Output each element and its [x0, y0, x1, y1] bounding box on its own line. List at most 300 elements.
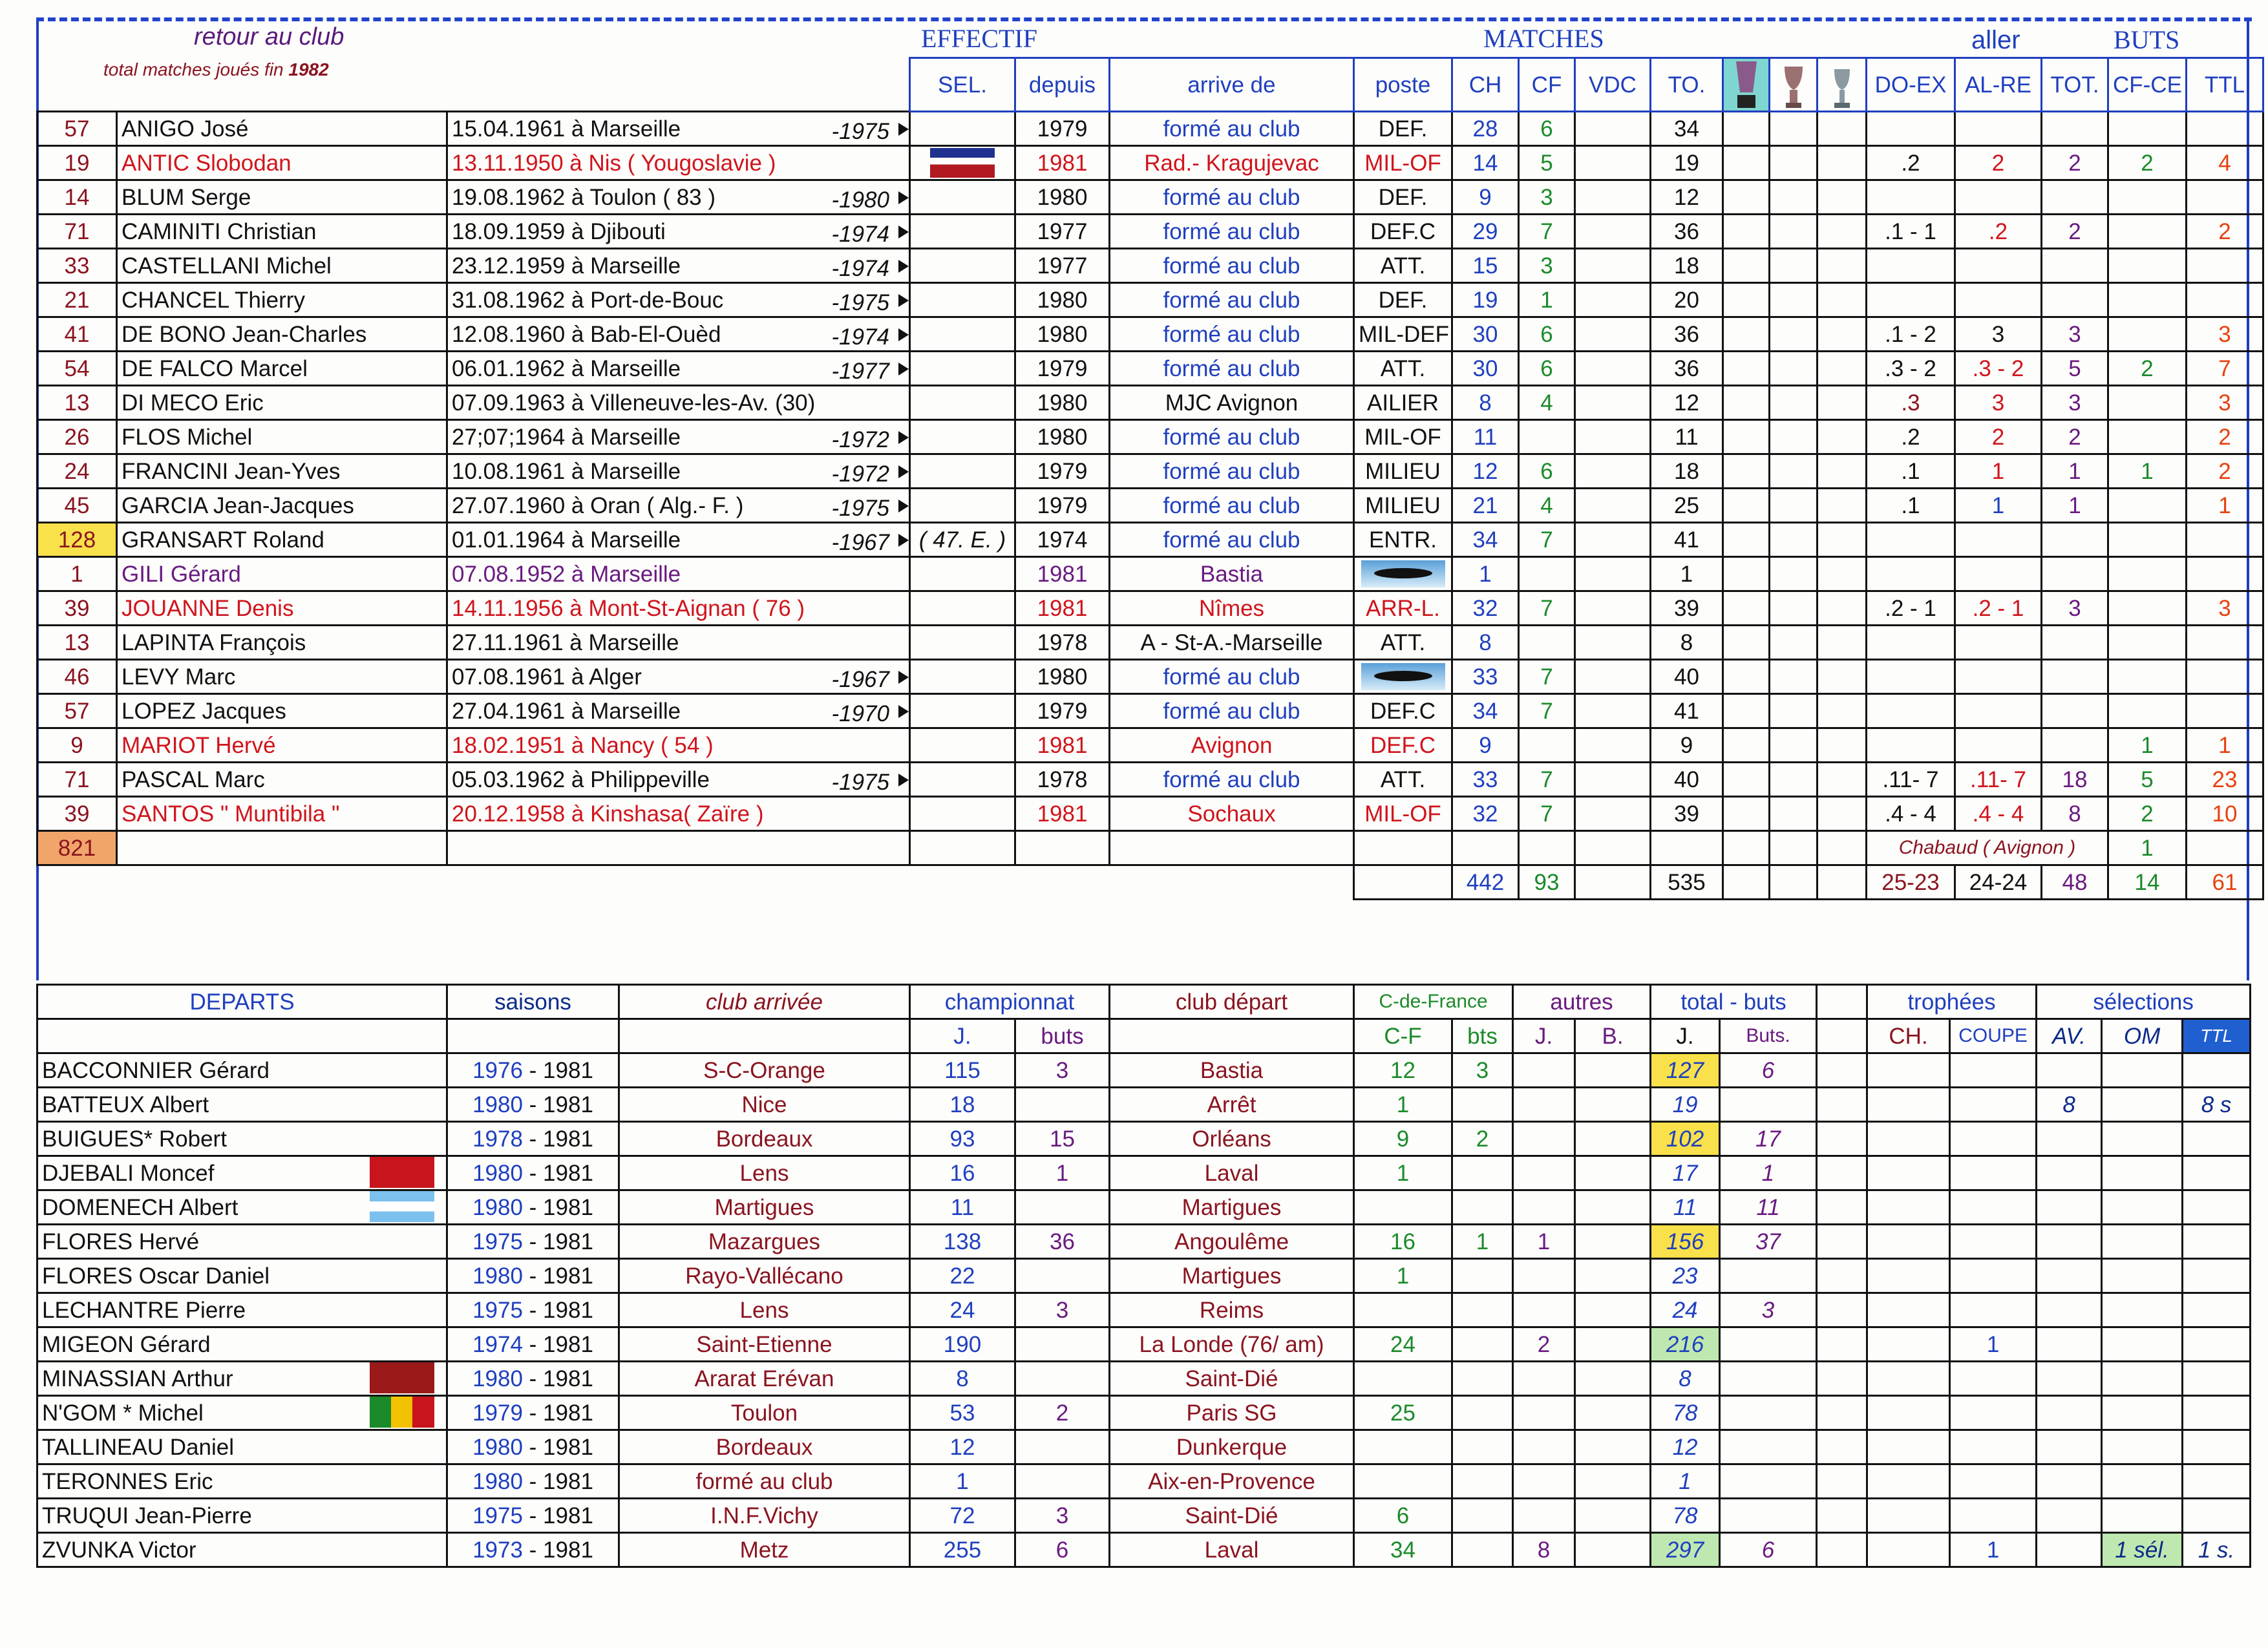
- total-ch: 442: [1452, 865, 1519, 900]
- season-end: 1981: [543, 1126, 593, 1152]
- depart-name-text: TALLINEAU Daniel: [42, 1434, 234, 1460]
- al-re: .3 - 2: [1955, 352, 2042, 386]
- match-count: 71: [37, 215, 117, 249]
- ttl: [2187, 626, 2263, 660]
- empty-cell: [1015, 831, 1110, 865]
- cf: 7: [1519, 591, 1575, 626]
- sub-cf: C-F: [1354, 1019, 1452, 1053]
- al-re: [1955, 728, 2042, 763]
- ch: 8: [1452, 626, 1519, 660]
- ttl: 1: [2187, 728, 2263, 763]
- player-row: [37, 420, 2263, 454]
- poste: [1354, 660, 1452, 694]
- sel-cell: [910, 283, 1015, 317]
- depart-name-text: TERONNES Eric: [42, 1468, 213, 1494]
- season-sep: -: [522, 1331, 544, 1357]
- depart-name-text: MINASSIAN Arthur: [42, 1366, 233, 1391]
- trophy-ch: [1867, 1190, 1950, 1225]
- birth-info: 23.12.1959 à Marseille: [452, 253, 681, 279]
- autres-b: [1575, 1122, 1651, 1156]
- club-depart: Laval: [1110, 1533, 1354, 1567]
- trophy-3: [1818, 249, 1867, 283]
- club-arrivee: Metz: [619, 1533, 910, 1567]
- depart-name: [37, 1293, 447, 1327]
- cdf-bts: [1452, 1464, 1513, 1499]
- player-row: [37, 763, 2263, 797]
- depart-name: [37, 1327, 447, 1362]
- player-name: CAMINITI Christian: [117, 215, 447, 249]
- depart-name: [37, 1533, 447, 1567]
- poste: MILIEU: [1354, 454, 1452, 489]
- total-j: 78: [1651, 1396, 1720, 1430]
- depuis: 1981: [1015, 797, 1110, 831]
- ttl: 23: [2187, 763, 2263, 797]
- autres-j: [1513, 1259, 1575, 1293]
- season-end: 1981: [543, 1160, 593, 1186]
- col-sel: SEL.: [910, 58, 1015, 112]
- saisons: [447, 1190, 619, 1225]
- champ-j: 255: [910, 1533, 1015, 1567]
- club-arrivee: Toulon: [619, 1396, 910, 1430]
- depuis: 1979: [1015, 694, 1110, 728]
- sel-ttl: [2183, 1156, 2251, 1190]
- season-end: 1981: [543, 1263, 593, 1289]
- cf-ce: [2108, 420, 2187, 454]
- birth-info: 07.08.1961 à Alger: [452, 664, 642, 690]
- cf: 7: [1519, 797, 1575, 831]
- club-depart: La Londe (76/ am): [1110, 1327, 1354, 1362]
- ttl: [2187, 112, 2263, 146]
- player-name: DE BONO Jean-Charles: [117, 317, 447, 352]
- total-alre: 24-24: [1955, 865, 2042, 900]
- tot: [2042, 249, 2108, 283]
- club-arrivee: Saint-Etienne: [619, 1327, 910, 1362]
- total-t2: [1770, 865, 1818, 900]
- sel-ttl: [2183, 1362, 2251, 1396]
- arrive-de: MJC Avignon: [1110, 386, 1354, 420]
- player-row: [37, 728, 2263, 763]
- match-count: 33: [37, 249, 117, 283]
- player-name: LOPEZ Jacques: [117, 694, 447, 728]
- ttl: [2187, 249, 2263, 283]
- birth-info: 15.04.1961 à Marseille: [452, 116, 681, 142]
- season-end: 1981: [543, 1400, 593, 1426]
- poste: MIL-OF: [1354, 420, 1452, 454]
- poste: DEF.: [1354, 112, 1452, 146]
- total-vdc: [1575, 865, 1651, 900]
- cdf-bts: [1452, 1327, 1513, 1362]
- tot: 3: [2042, 386, 2108, 420]
- spacer-cell: [1817, 1225, 1867, 1259]
- trophy-ch: [1867, 1088, 1950, 1122]
- col-total-buts: total - buts: [1651, 985, 1817, 1019]
- vdc: [1575, 386, 1651, 420]
- depart-name: [37, 1225, 447, 1259]
- ttl: [2187, 523, 2263, 557]
- tot: 8: [2042, 797, 2108, 831]
- trophy-3: [1818, 797, 1867, 831]
- sub-ab: B.: [1575, 1019, 1651, 1053]
- sel-cell: [910, 591, 1015, 626]
- cdf-cf: 16: [1354, 1225, 1452, 1259]
- season-start: 1976: [472, 1057, 523, 1083]
- birth-cell: [447, 523, 910, 557]
- effectif-title: EFFECTIF: [921, 24, 1038, 53]
- season-start: 1980: [472, 1263, 523, 1289]
- autres-j: [1513, 1088, 1575, 1122]
- total-buts: 11: [1720, 1190, 1817, 1225]
- ttl: 2: [2187, 215, 2263, 249]
- col-selections: sélections: [2037, 985, 2251, 1019]
- to: 12: [1651, 180, 1723, 215]
- birth-info: 07.09.1963 à Villeneuve-les-Av. (30): [452, 390, 816, 416]
- sel-ttl: [2183, 1327, 2251, 1362]
- trophy-3: [1818, 694, 1867, 728]
- birth-cell: [447, 489, 910, 523]
- arrow-right-icon: [898, 363, 909, 375]
- cf-ce: [2108, 523, 2187, 557]
- goalkeeper-dive-icon: [1361, 663, 1445, 690]
- trophy-3: [1818, 763, 1867, 797]
- cf-ce: [2108, 215, 2187, 249]
- ch: 28: [1452, 112, 1519, 146]
- champ-buts: 1: [1015, 1156, 1110, 1190]
- sub-blank: [1817, 1019, 1867, 1053]
- trophy-coupe: 1: [1950, 1533, 2037, 1567]
- sel-om: [2102, 1499, 2183, 1533]
- empty-cell: [1651, 831, 1723, 865]
- sel-cell: [910, 352, 1015, 386]
- season-start: 1980: [472, 1434, 523, 1460]
- total-buts: [1720, 1499, 1817, 1533]
- al-re: [1955, 112, 2042, 146]
- club-arrivee: Lens: [619, 1156, 910, 1190]
- autres-b: [1575, 1088, 1651, 1122]
- sel-ttl: [2183, 1122, 2251, 1156]
- sel-av: 8: [2037, 1088, 2102, 1122]
- do-ex: [1867, 728, 1955, 763]
- ch: 34: [1452, 694, 1519, 728]
- cf-ce: 2: [2108, 146, 2187, 180]
- sel-ttl: 1 s.: [2183, 1533, 2251, 1567]
- sel-cell: [910, 454, 1015, 489]
- sel-cell: ( 47. E. ): [910, 523, 1015, 557]
- sel-av: [2037, 1396, 2102, 1430]
- col-cf: CF: [1519, 58, 1575, 112]
- arrive-de: formé au club: [1110, 317, 1354, 352]
- sel-cell: [910, 797, 1015, 831]
- cf: 7: [1519, 215, 1575, 249]
- ch: 33: [1452, 763, 1519, 797]
- sel-om: [2102, 1053, 2183, 1088]
- to: 19: [1651, 146, 1723, 180]
- totals-blank: [37, 865, 1354, 900]
- season-end: 1981: [543, 1057, 593, 1083]
- season-start: 1975: [472, 1297, 523, 1323]
- club-arrivee: S-C-Orange: [619, 1053, 910, 1088]
- player-row: [37, 660, 2263, 694]
- al-re: .4 - 4: [1955, 797, 2042, 831]
- player-name: PASCAL Marc: [117, 763, 447, 797]
- to: 39: [1651, 797, 1723, 831]
- cdf-bts: [1452, 1259, 1513, 1293]
- arrive-de: Nîmes: [1110, 591, 1354, 626]
- sub-av: AV.: [2037, 1019, 2102, 1053]
- depart-name-text: MIGEON Gérard: [42, 1331, 211, 1357]
- birth-info: 31.08.1962 à Port-de-Bouc: [452, 287, 724, 313]
- cf-ce: [2108, 660, 2187, 694]
- match-count: 46: [37, 660, 117, 694]
- vdc: [1575, 283, 1651, 317]
- saisons: [447, 1225, 619, 1259]
- season-sep: -: [522, 1194, 544, 1220]
- match-count: 57: [37, 694, 117, 728]
- cdf-bts: [1452, 1293, 1513, 1327]
- trophy-2: [1770, 112, 1818, 146]
- depart-row: [37, 1533, 2251, 1567]
- do-ex: [1867, 283, 1955, 317]
- empty-cell: [117, 831, 447, 865]
- birth-cell: [447, 146, 910, 180]
- depuis: 1980: [1015, 386, 1110, 420]
- al-re: 1: [1955, 489, 2042, 523]
- trophy-1: [1723, 215, 1770, 249]
- cf-ce: [2108, 386, 2187, 420]
- to: 1: [1651, 557, 1723, 591]
- poste: ATT.: [1354, 626, 1452, 660]
- trophy-2: [1770, 283, 1818, 317]
- do-ex: [1867, 626, 1955, 660]
- champ-buts: 36: [1015, 1225, 1110, 1259]
- cf: [1519, 420, 1575, 454]
- trophy-3: [1818, 523, 1867, 557]
- to: 36: [1651, 215, 1723, 249]
- col-ch: CH: [1452, 58, 1519, 112]
- depuis: 1981: [1015, 591, 1110, 626]
- champ-j: 18: [910, 1088, 1015, 1122]
- season-start: 1978: [472, 1126, 523, 1152]
- arrow-right-icon: [898, 294, 909, 307]
- sel-av: [2037, 1293, 2102, 1327]
- dashed-top-border: [36, 17, 2252, 21]
- player-name: MARIOT Hervé: [117, 728, 447, 763]
- sel-av: [2037, 1362, 2102, 1396]
- season-start: 1979: [472, 1400, 523, 1426]
- cdf-bts: [1452, 1156, 1513, 1190]
- al-re: 1: [1955, 454, 2042, 489]
- vdc: [1575, 797, 1651, 831]
- sel-cell: [910, 694, 1015, 728]
- depart-row: [37, 1156, 2251, 1190]
- season-start: 1980: [472, 1468, 523, 1494]
- sel-av: [2037, 1190, 2102, 1225]
- depart-name-text: N'GOM * Michel: [42, 1400, 204, 1426]
- depuis: 1980: [1015, 420, 1110, 454]
- trophy-3: [1818, 557, 1867, 591]
- sel-ttl: [2183, 1396, 2251, 1430]
- chabaud-cfce: 1: [2108, 831, 2187, 865]
- trophy-coupe: [1950, 1225, 2037, 1259]
- champ-j: 115: [910, 1053, 1015, 1088]
- tot: 2: [2042, 146, 2108, 180]
- total-buts: [1720, 1396, 1817, 1430]
- champ-j: 1: [910, 1464, 1015, 1499]
- total-j: 1: [1651, 1464, 1720, 1499]
- player-row: [37, 797, 2263, 831]
- do-ex: .11- 7: [1867, 763, 1955, 797]
- col-poste: poste: [1354, 58, 1452, 112]
- club-depart: Dunkerque: [1110, 1430, 1354, 1464]
- trophy-1: [1723, 626, 1770, 660]
- to: 8: [1651, 626, 1723, 660]
- trophy-1: [1723, 283, 1770, 317]
- vdc: [1575, 489, 1651, 523]
- birth-info: 05.03.1962 à Philippeville: [452, 766, 710, 792]
- champ-buts: [1015, 1362, 1110, 1396]
- club-arrivee: I.N.F.Vichy: [619, 1499, 910, 1533]
- arrive-de: A - St-A.-Marseille: [1110, 626, 1354, 660]
- trophy-1: [1723, 454, 1770, 489]
- sel-ttl: [2183, 1293, 2251, 1327]
- al-re: [1955, 523, 2042, 557]
- total-note-text: total matches joués fin: [103, 59, 284, 79]
- do-ex: [1867, 523, 1955, 557]
- club-depart: Arrêt: [1110, 1088, 1354, 1122]
- vdc: [1575, 728, 1651, 763]
- depuis: 1981: [1015, 557, 1110, 591]
- ttl: 1: [2187, 489, 2263, 523]
- sel-om: [2102, 1293, 2183, 1327]
- birth-info: 27.11.1961 à Marseille: [452, 629, 679, 655]
- trophy-3: [1818, 386, 1867, 420]
- poste: DEF.C: [1354, 694, 1452, 728]
- sub-ch: CH.: [1867, 1019, 1950, 1053]
- trophy-3: [1818, 626, 1867, 660]
- sub-blank: [619, 1019, 910, 1053]
- cdf-bts: [1452, 1088, 1513, 1122]
- depuis: 1979: [1015, 112, 1110, 146]
- season-sep: -: [522, 1263, 544, 1289]
- club-arrivee: formé au club: [619, 1464, 910, 1499]
- birth-cell: [447, 112, 910, 146]
- autres-j: 1: [1513, 1225, 1575, 1259]
- depuis: 1981: [1015, 146, 1110, 180]
- vdc: [1575, 249, 1651, 283]
- cf: 3: [1519, 180, 1575, 215]
- season-end: 1981: [543, 1503, 593, 1528]
- depart-name-text: FLORES Oscar Daniel: [42, 1263, 270, 1289]
- autres-j: [1513, 1122, 1575, 1156]
- ch: 30: [1452, 317, 1519, 352]
- do-ex: .2 - 1: [1867, 591, 1955, 626]
- al-re: .2 - 1: [1955, 591, 2042, 626]
- trophy-2: [1770, 420, 1818, 454]
- match-count: 39: [37, 591, 117, 626]
- to: 36: [1651, 317, 1723, 352]
- to: 36: [1651, 352, 1723, 386]
- birth-cell: [447, 660, 910, 694]
- trophy-icon: [1723, 58, 1770, 112]
- arrive-de: Avignon: [1110, 728, 1354, 763]
- cf-ce: 5: [2108, 763, 2187, 797]
- spacer-cell: [1817, 1430, 1867, 1464]
- to: 12: [1651, 386, 1723, 420]
- trophy-1: [1723, 249, 1770, 283]
- club-depart: Reims: [1110, 1293, 1354, 1327]
- depuis: 1979: [1015, 489, 1110, 523]
- cf: 7: [1519, 660, 1575, 694]
- season-end: 1981: [543, 1537, 593, 1563]
- sel-ttl: [2183, 1225, 2251, 1259]
- to: 39: [1651, 591, 1723, 626]
- col-doex: DO-EX: [1867, 58, 1955, 112]
- sel-om: [2102, 1190, 2183, 1225]
- arrow-right-icon: [898, 671, 909, 684]
- player-row: [37, 454, 2263, 489]
- spacer-cell: [1817, 1396, 1867, 1430]
- trophy-2: [1770, 797, 1818, 831]
- totals-poste: [1354, 865, 1452, 900]
- champ-buts: 6: [1015, 1533, 1110, 1567]
- trophy-coupe: [1950, 1122, 2037, 1156]
- trophy-coupe: [1950, 1430, 2037, 1464]
- trophy-2: [1770, 454, 1818, 489]
- cf: 4: [1519, 489, 1575, 523]
- to: 40: [1651, 660, 1723, 694]
- trophy-2: [1770, 694, 1818, 728]
- to: 34: [1651, 112, 1723, 146]
- total-j: 11: [1651, 1190, 1720, 1225]
- champ-j: 16: [910, 1156, 1015, 1190]
- sel-om: [2102, 1327, 2183, 1362]
- total-buts: [1720, 1327, 1817, 1362]
- autres-j: [1513, 1396, 1575, 1430]
- season-sep: -: [522, 1434, 544, 1460]
- club-depart: Orléans: [1110, 1122, 1354, 1156]
- champ-j: 53: [910, 1396, 1015, 1430]
- cf: 4: [1519, 386, 1575, 420]
- tot: 18: [2042, 763, 2108, 797]
- champ-j: 22: [910, 1259, 1015, 1293]
- birth-info: 13.11.1950 à Nis ( Yougoslavie ): [452, 150, 776, 176]
- season-end: 1981: [543, 1092, 593, 1117]
- total-buts: 6: [1720, 1053, 1817, 1088]
- cdf-cf: 1: [1354, 1259, 1452, 1293]
- trophy-3: [1818, 352, 1867, 386]
- player-name: SANTOS " Muntibila ": [117, 797, 447, 831]
- spacer-cell: [1817, 1464, 1867, 1499]
- sel-cell: [910, 317, 1015, 352]
- birth-cell: [447, 180, 910, 215]
- sel-om: [2102, 1396, 2183, 1430]
- al-re: [1955, 180, 2042, 215]
- birth-info: 14.11.1956 à Mont-St-Aignan ( 76 ): [452, 595, 805, 621]
- depuis: 1980: [1015, 317, 1110, 352]
- trophy-coupe: [1950, 1396, 2037, 1430]
- autres-j: [1513, 1156, 1575, 1190]
- sel-om: [2102, 1122, 2183, 1156]
- depart-name-text: DOMENECH Albert: [42, 1194, 238, 1220]
- depart-name: [37, 1396, 447, 1430]
- sel-om: [2102, 1362, 2183, 1396]
- player-name: GRANSART Roland: [117, 523, 447, 557]
- ch: 19: [1452, 283, 1519, 317]
- trophy-coupe: [1950, 1499, 2037, 1533]
- match-count: 57: [37, 112, 117, 146]
- total-j: 19: [1651, 1088, 1720, 1122]
- trophy-2: [1770, 215, 1818, 249]
- spacer-cell: [1817, 1533, 1867, 1567]
